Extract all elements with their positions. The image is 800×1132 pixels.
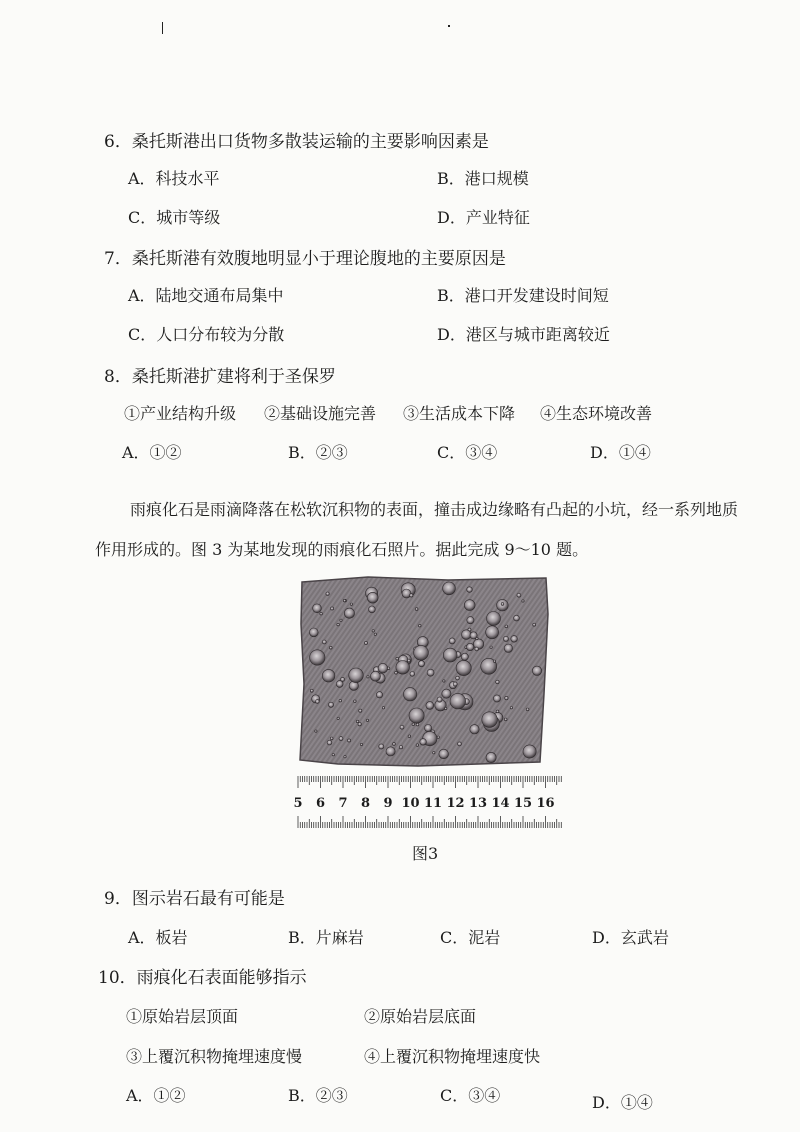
crater-mark [504, 718, 507, 721]
crater-mark [532, 666, 541, 675]
crater-mark [343, 599, 346, 602]
crater-mark [356, 720, 359, 723]
crater-mark [517, 593, 521, 597]
crater-mark [456, 660, 471, 675]
crater-mark [504, 644, 512, 652]
crater-mark [310, 650, 325, 665]
crater-mark [408, 735, 411, 738]
crater-mark [402, 589, 411, 598]
q10-statement-4: ④上覆沉积物掩埋速度快 [364, 1047, 541, 1066]
crater-mark [410, 594, 413, 597]
passage-line-2: 作用形成的。图 3 为某地发现的雨痕化石照片。据此完成 9～10 题。 [95, 540, 589, 559]
crater-mark [501, 603, 504, 606]
crater-mark [443, 582, 456, 595]
crater-mark [418, 661, 424, 667]
q7-option-a: A．陆地交通布局集中 [128, 286, 284, 305]
crater-mark [505, 696, 508, 699]
q9-option-b: B．片麻岩 [288, 928, 364, 947]
crater-mark [456, 676, 460, 680]
crater-mark [522, 600, 524, 602]
crater-mark [450, 693, 466, 709]
crater-mark [310, 689, 313, 692]
crater-mark [378, 663, 388, 673]
q9-option-c: C．泥岩 [440, 928, 501, 947]
crater-mark [445, 707, 447, 709]
ruler-label: 15 [513, 796, 533, 811]
crater-mark [340, 619, 342, 621]
question-10-stem: 10．雨痕化石表面能够指示 [98, 968, 307, 988]
crater-mark [443, 680, 445, 682]
ruler-label: 13 [468, 796, 488, 811]
crater-mark [410, 672, 415, 677]
crater-mark [332, 754, 334, 756]
crater-mark [503, 636, 508, 641]
crater-mark [371, 671, 381, 681]
crater-mark [437, 697, 442, 702]
crater-mark [344, 608, 354, 618]
q6-option-b: B．港口规模 [437, 169, 529, 188]
crater-mark [367, 592, 378, 603]
q6-option-d: D．产业特征 [437, 208, 530, 227]
ruler-label: 10 [401, 796, 420, 811]
ruler-label: 11 [423, 796, 443, 811]
crater-mark [412, 723, 415, 726]
ruler-label: 8 [360, 796, 371, 811]
crater-mark [326, 592, 329, 595]
crater-mark [358, 723, 361, 726]
crater-mark [396, 661, 410, 675]
crater-mark [403, 688, 416, 701]
crater-mark [511, 636, 518, 643]
crater-mark [461, 653, 468, 660]
crater-mark [349, 668, 364, 683]
q9-option-a: A．板岩 [128, 928, 188, 947]
passage-line-1: 雨痕化石是雨滴降落在松软沉积物的表面，撞击成边缘略有凸起的小坑，经一系列地质 [130, 500, 739, 519]
crater-mark [467, 587, 473, 593]
crater-mark [453, 682, 457, 686]
q8-statement-4: ④生态环境改善 [540, 404, 653, 423]
crater-mark [366, 719, 368, 721]
ruler-label: 5 [293, 796, 303, 811]
question-6-stem: 6．桑托斯港出口货物多散装运输的主要影响因素是 [104, 132, 489, 152]
q10-statement-1: ①原始岩层顶面 [126, 1007, 239, 1026]
crater-mark [400, 725, 404, 729]
crater-mark [396, 657, 399, 660]
crater-mark [475, 647, 479, 651]
crater-mark [339, 699, 342, 702]
crater-mark [309, 628, 318, 637]
crater-mark [419, 624, 422, 627]
crater-mark [414, 645, 429, 660]
crater-mark [372, 630, 374, 632]
q8-option-b: B．②③ [288, 443, 348, 462]
crater-mark [374, 633, 376, 635]
q10-option-a: A．①② [126, 1086, 186, 1105]
crater-mark [493, 660, 495, 662]
crater-mark [339, 737, 343, 741]
crater-mark [360, 743, 362, 745]
q8-statement-1: ①产业结构升级 [124, 404, 237, 423]
crater-mark [315, 730, 317, 732]
crater-mark [322, 669, 335, 682]
crater-mark [316, 700, 320, 704]
crater-mark [533, 623, 536, 626]
question-8-stem: 8．桑托斯港扩建将利于圣保罗 [104, 367, 336, 387]
crater-mark [415, 608, 418, 611]
crater-mark [369, 606, 376, 613]
crater-mark [449, 638, 455, 644]
measuring-ruler [292, 776, 564, 828]
q7-option-d: D．港区与城市距离较近 [437, 325, 610, 344]
crater-mark [467, 617, 474, 624]
crater-mark [387, 667, 390, 670]
crater-mark [331, 607, 334, 610]
crater-mark [337, 623, 340, 626]
crater-mark [407, 659, 410, 662]
figure-caption: 图3 [412, 844, 439, 863]
crater-mark [367, 676, 369, 678]
rain-print-fossil-photo [298, 574, 550, 770]
crater-mark [514, 615, 520, 621]
crater-mark [348, 739, 351, 742]
crater-mark [379, 744, 384, 749]
ruler-label: 9 [383, 796, 393, 811]
ruler-label: 12 [446, 796, 465, 811]
crater-mark [337, 717, 339, 719]
crater-mark [399, 746, 402, 749]
crater-mark [443, 648, 457, 662]
crater-mark [330, 737, 333, 740]
crater-mark [425, 725, 432, 732]
crater-mark [493, 695, 500, 702]
crater-mark [386, 747, 395, 756]
q9-option-d: D．玄武岩 [592, 928, 669, 947]
q8-option-d: D．①④ [590, 443, 651, 462]
q7-option-b: B．港口开发建设时间短 [437, 286, 609, 305]
crater-mark [510, 707, 512, 709]
q10-statement-3: ③上覆沉积物掩埋速度慢 [126, 1047, 303, 1066]
crater-mark [416, 723, 419, 726]
crater-mark [462, 630, 472, 640]
crater-mark [329, 646, 332, 649]
crater-mark [426, 702, 434, 710]
crater-mark [433, 752, 435, 754]
crater-mark [487, 612, 501, 626]
crater-mark [382, 707, 384, 709]
q6-option-c: C．城市等级 [128, 208, 221, 227]
crater-mark [416, 744, 419, 747]
q7-option-c: C．人口分布较为分散 [128, 325, 285, 344]
crater-mark [359, 709, 362, 712]
q8-option-a: A．①② [122, 443, 182, 462]
q8-statement-3: ③生活成本下降 [403, 404, 516, 423]
crater-mark [486, 626, 499, 639]
crater-mark [320, 612, 323, 615]
crater-mark [354, 700, 357, 703]
crater-mark [376, 692, 382, 698]
q10-option-c: C．③④ [440, 1086, 501, 1105]
crater-mark [467, 643, 474, 650]
crater-mark [482, 712, 498, 728]
q10-option-b: B．②③ [288, 1086, 348, 1105]
crater-mark [344, 756, 346, 758]
crater-mark [470, 725, 479, 734]
crater-mark [496, 680, 500, 684]
scan-dot [448, 25, 450, 27]
crater-mark [364, 641, 367, 644]
crater-mark [505, 625, 508, 628]
crater-mark [427, 669, 434, 676]
crater-mark [420, 739, 427, 746]
q6-option-a: A．科技水平 [128, 169, 220, 188]
ruler-label: 6 [315, 796, 326, 811]
crater-mark [341, 677, 345, 681]
ruler-label: 14 [491, 796, 510, 811]
crater-mark [409, 708, 424, 723]
question-7-stem: 7．桑托斯港有效腹地明显小于理论腹地的主要原因是 [104, 249, 506, 269]
ruler-label: 7 [338, 796, 348, 811]
crater-mark [395, 671, 398, 674]
crater-mark [526, 708, 529, 711]
crater-mark [470, 632, 477, 639]
crater-mark [327, 740, 332, 745]
q10-statement-2: ②原始岩层底面 [364, 1007, 477, 1026]
q8-statement-2: ②基础设施完善 [264, 404, 377, 423]
crater-mark [322, 640, 326, 644]
crater-mark [313, 604, 322, 613]
crater-mark [350, 603, 352, 605]
crater-mark [328, 702, 333, 707]
crater-mark [486, 752, 496, 762]
question-9-stem: 9．图示岩石最有可能是 [104, 889, 285, 909]
ruler-label: 16 [536, 796, 555, 811]
crater-mark [523, 745, 536, 758]
crater-mark [437, 736, 439, 738]
crater-mark [393, 743, 396, 746]
q10-option-d: D．①④ [592, 1093, 653, 1112]
scan-mark [162, 22, 163, 34]
crater-mark [490, 646, 492, 648]
crater-mark [464, 600, 475, 611]
crater-mark [458, 742, 462, 746]
crater-mark [439, 749, 449, 759]
crater-mark [442, 689, 451, 698]
q8-option-c: C．③④ [437, 443, 498, 462]
